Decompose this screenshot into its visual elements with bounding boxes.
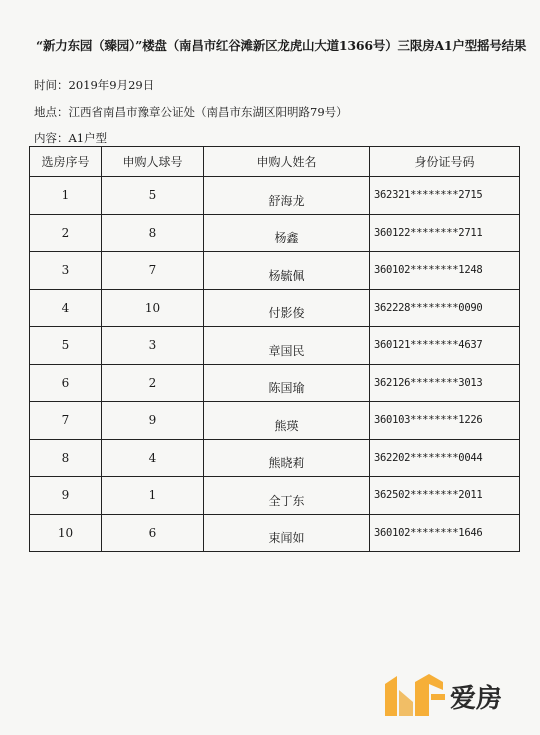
cell-ball-number: 4 xyxy=(102,439,204,477)
cell-id-number: 362321********2715 xyxy=(370,177,520,215)
table-row xyxy=(30,514,520,552)
cell-selection-order: 8 xyxy=(30,439,102,477)
lottery-result-table xyxy=(29,146,520,552)
time-label: 时间： xyxy=(34,78,69,92)
cell-selection-order: 3 xyxy=(30,252,102,290)
table-row xyxy=(30,252,520,290)
cell-applicant-name: 杨毓佩 xyxy=(204,252,370,290)
cell-ball-number: 7 xyxy=(102,252,204,290)
time-value: 2019年9月29日 xyxy=(68,78,155,92)
cell-ball-number: 3 xyxy=(102,327,204,365)
cell-applicant-name: 付影俊 xyxy=(204,289,370,327)
cell-applicant-name: 束闻如 xyxy=(204,514,370,552)
cell-id-number: 360122********2711 xyxy=(370,214,520,252)
table-row xyxy=(30,214,520,252)
table-header-row xyxy=(30,147,520,177)
cell-selection-order: 1 xyxy=(30,177,102,215)
header-applicant-name: 申购人姓名 xyxy=(204,147,370,177)
cell-applicant-name: 熊瑛 xyxy=(204,402,370,440)
cell-ball-number: 6 xyxy=(102,514,204,552)
cell-selection-order: 6 xyxy=(30,364,102,402)
meeting-time xyxy=(34,77,154,93)
cell-ball-number: 9 xyxy=(102,402,204,440)
document-title: “新力东园（臻园）”楼盘（南昌市红谷滩新区龙虎山大道1366号）三限房A1户型摇号结果 xyxy=(36,38,527,53)
cell-id-number: 360121********4637 xyxy=(370,327,520,365)
cell-id-number: 362228********0090 xyxy=(370,289,520,327)
table-row xyxy=(30,364,520,402)
place-label: 地点： xyxy=(34,105,69,119)
cell-ball-number: 1 xyxy=(102,477,204,515)
cell-selection-order: 7 xyxy=(30,402,102,440)
cell-ball-number: 5 xyxy=(102,177,204,215)
cell-id-number: 362126********3013 xyxy=(370,364,520,402)
meeting-content xyxy=(34,130,107,146)
cell-id-number: 360102********1248 xyxy=(370,252,520,290)
cell-id-number: 362502********2011 xyxy=(370,477,520,515)
cell-selection-order: 4 xyxy=(30,289,102,327)
header-selection-order: 选房序号 xyxy=(30,147,102,177)
header-ball-number: 申购人球号 xyxy=(102,147,204,177)
place-value: 江西省南昌市豫章公证处（南昌市东湖区阳明路79号） xyxy=(68,105,348,119)
cell-applicant-name: 章国民 xyxy=(204,327,370,365)
cell-id-number: 362202********0044 xyxy=(370,439,520,477)
cell-applicant-name: 全丁东 xyxy=(204,477,370,515)
table-row xyxy=(30,402,520,440)
table-row xyxy=(30,477,520,515)
cell-ball-number: 10 xyxy=(102,289,204,327)
cell-applicant-name: 舒海龙 xyxy=(204,177,370,215)
cell-applicant-name: 杨鑫 xyxy=(204,214,370,252)
table-row xyxy=(30,289,520,327)
cell-selection-order: 5 xyxy=(30,327,102,365)
cell-ball-number: 2 xyxy=(102,364,204,402)
cell-applicant-name: 陈国瑜 xyxy=(204,364,370,402)
cell-id-number: 360102********1646 xyxy=(370,514,520,552)
table-row xyxy=(30,439,520,477)
cell-ball-number: 8 xyxy=(102,214,204,252)
aifang-logo-text: 爱房 xyxy=(450,684,503,714)
header-id-number: 身份证号码 xyxy=(370,147,520,177)
table-row xyxy=(30,327,520,365)
cell-selection-order: 9 xyxy=(30,477,102,515)
cell-id-number: 360103********1226 xyxy=(370,402,520,440)
content-label: 内容： xyxy=(34,131,69,145)
meeting-place xyxy=(34,104,348,120)
content-value: A1户型 xyxy=(68,131,108,145)
table-row xyxy=(30,177,520,215)
cell-applicant-name: 熊晓莉 xyxy=(204,439,370,477)
cell-selection-order: 2 xyxy=(30,214,102,252)
cell-selection-order: 10 xyxy=(30,514,102,552)
